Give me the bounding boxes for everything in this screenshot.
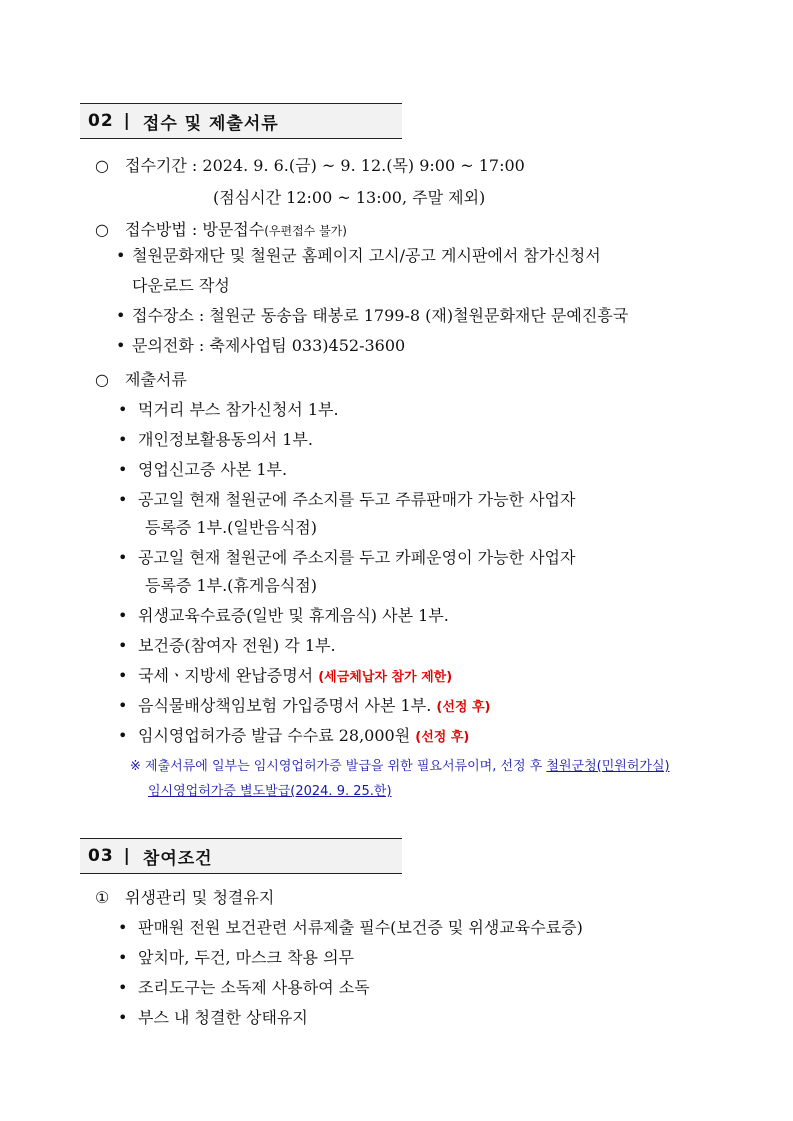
bullet-icon: • xyxy=(118,430,128,449)
method-item xyxy=(116,336,405,356)
section-number: 03 xyxy=(88,846,114,866)
selected-tag: (선정 후) xyxy=(415,730,470,745)
doc-text: 임시영업허가증 발급 수수료 28,000원 xyxy=(138,726,411,745)
bullet-icon: • xyxy=(118,918,128,937)
doc-item-cont: 등록증 1부.(휴게음식점) xyxy=(145,576,317,595)
bullet-icon: • xyxy=(116,306,126,325)
doc-item xyxy=(118,460,287,480)
note-text: ※ 제출서류에 일부는 임시영업허가증 발급을 위한 필요서류이며, 선정 후 xyxy=(130,759,547,774)
doc-item xyxy=(118,696,490,718)
condition-item xyxy=(118,1008,308,1028)
bullet-icon: • xyxy=(118,636,128,655)
doc-text: 국세ㆍ지방세 완납증명서 xyxy=(138,666,314,685)
bullet-icon: • xyxy=(118,490,128,509)
doc-text: 공고일 현재 철원군에 주소지를 두고 주류판매가 가능한 사업자 xyxy=(138,490,576,509)
period-note: (점심시간 12:00 ~ 13:00, 주말 제외) xyxy=(213,188,486,207)
doc-item xyxy=(118,490,575,510)
section-header-02 xyxy=(80,103,402,139)
selected-tag: (선정 후) xyxy=(436,700,491,715)
tax-restriction-tag: (세금체납자 참가 제한) xyxy=(318,670,453,685)
doc-text: 위생교육수료증(일반 및 휴게음식) 사본 1부. xyxy=(138,606,449,625)
condition-label: 위생관리 및 청결유지 xyxy=(125,888,275,907)
docs-line xyxy=(95,370,187,390)
circle-icon: ○ xyxy=(95,370,109,389)
circle-icon: ○ xyxy=(95,220,109,239)
bullet-icon: • xyxy=(118,460,128,479)
circled-one-icon: ① xyxy=(95,888,110,907)
bullet-icon: • xyxy=(118,400,128,419)
condition-line xyxy=(95,888,274,908)
condition-text: 앞치마, 두건, 마스크 착용 의무 xyxy=(138,948,354,967)
method-note: (우편접수 불가) xyxy=(264,224,347,238)
doc-text: 음식물배상책임보험 가입증명서 사본 1부. xyxy=(138,696,432,715)
section-divider: | xyxy=(123,846,131,866)
bullet-icon: • xyxy=(118,978,128,997)
note-office: 철원군청(민원허가실) xyxy=(546,759,670,774)
bullet-icon: • xyxy=(118,726,128,745)
doc-text: 공고일 현재 철원군에 주소지를 두고 카페운영이 가능한 사업자 xyxy=(138,548,576,567)
method-text: 접수방법 : 방문접수 xyxy=(125,220,265,239)
method-line xyxy=(95,220,347,241)
section-divider: | xyxy=(123,111,131,131)
doc-text: 먹거리 부스 참가신청서 1부. xyxy=(138,400,339,419)
method-item-text: 접수장소 : 철원군 동송읍 태봉로 1799-8 (재)철원문화재단 문예진흥국 xyxy=(132,306,629,325)
method-item-text: 문의전화 : 축제사업팀 033)452-3600 xyxy=(132,336,406,355)
doc-item xyxy=(118,606,449,626)
section-number: 02 xyxy=(88,111,114,131)
note-line-2: 임시영업허가증 별도발급(2024. 9. 25.한) xyxy=(148,784,392,799)
section-header-03 xyxy=(80,838,402,874)
method-item-cont: 다운로드 작성 xyxy=(132,276,230,295)
condition-item xyxy=(118,978,370,998)
bullet-icon: • xyxy=(118,606,128,625)
doc-item xyxy=(118,430,313,450)
doc-item xyxy=(118,666,452,688)
condition-item xyxy=(118,918,583,938)
method-item xyxy=(116,246,716,266)
condition-item xyxy=(118,948,354,968)
period-text: 접수기간 : 2024. 9. 6.(금) ~ 9. 12.(목) 9:00 ~ 17:00 xyxy=(125,156,525,175)
section-title: 접수 및 제출서류 xyxy=(142,113,279,134)
circle-icon: ○ xyxy=(95,156,109,175)
condition-text: 판매원 전원 보건관련 서류제출 필수(보건증 및 위생교육수료증) xyxy=(138,918,583,937)
bullet-icon: • xyxy=(116,246,126,265)
period-line xyxy=(95,156,525,176)
condition-text: 조리도구는 소독제 사용하여 소독 xyxy=(138,978,370,997)
bullet-icon: • xyxy=(118,1008,128,1027)
doc-text: 영업신고증 사본 1부. xyxy=(138,460,288,479)
bullet-icon: • xyxy=(116,336,126,355)
bullet-icon: • xyxy=(118,548,128,567)
doc-item xyxy=(118,636,336,656)
doc-item xyxy=(118,400,339,420)
method-item xyxy=(116,306,628,326)
bullet-icon: • xyxy=(118,948,128,967)
method-item-text: 철원문화재단 및 철원군 홈페이지 고시/공고 게시판에서 참가신청서 xyxy=(132,246,601,265)
bullet-icon: • xyxy=(118,666,128,685)
doc-item xyxy=(118,726,469,748)
doc-item-cont: 등록증 1부.(일반음식점) xyxy=(145,518,317,537)
bullet-icon: • xyxy=(118,696,128,715)
section-title: 참여조건 xyxy=(142,848,213,869)
doc-item xyxy=(118,548,575,568)
doc-text: 개인정보활용동의서 1부. xyxy=(138,430,313,449)
docs-label: 제출서류 xyxy=(125,370,187,389)
note-line-1 xyxy=(130,757,670,777)
doc-text: 보건증(참여자 전원) 각 1부. xyxy=(138,636,336,655)
condition-text: 부스 내 청결한 상태유지 xyxy=(138,1008,308,1027)
